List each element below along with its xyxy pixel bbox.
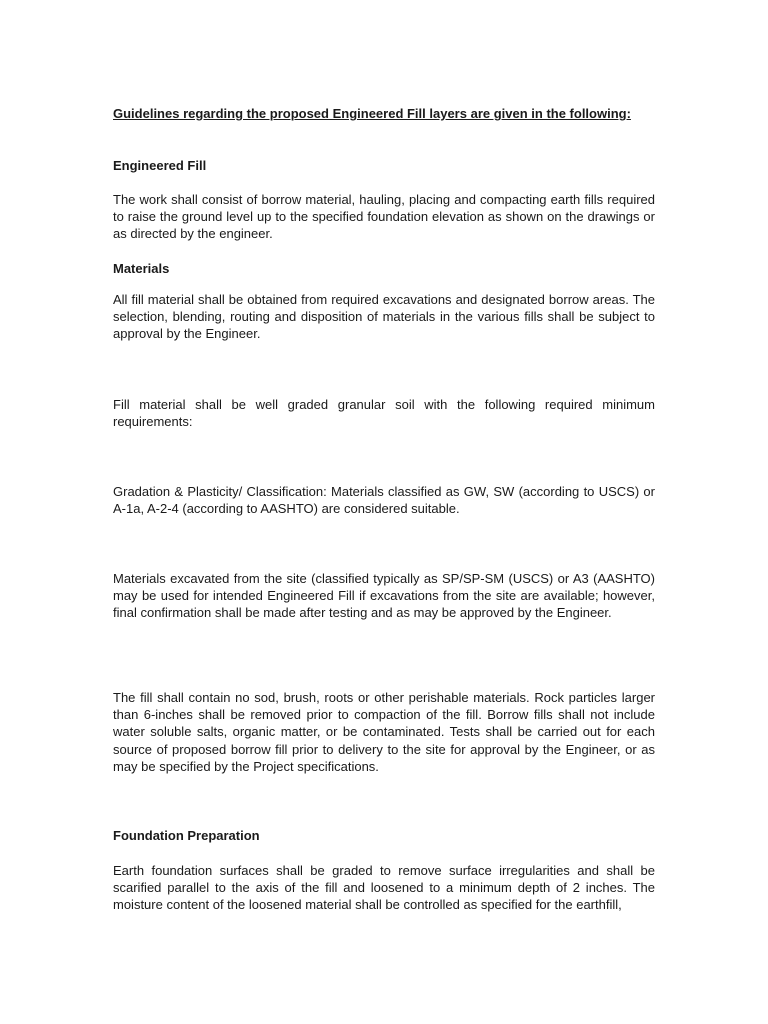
paragraph-materials-4: Materials excavated from the site (classified typically as SP/SP-SM (USCS) or A3 (AASHTO) may be used for intended Engineered Fill if excavations from the site are available; however, final confirmation shall be made after testing and as may be approved by the Engineer.: [113, 571, 655, 621]
paragraph-materials-2: Fill material shall be well graded granular soil with the following required minimum requirements:: [113, 397, 655, 430]
paragraph-materials-5: The fill shall contain no sod, brush, roots or other perishable materials. Rock particles larger than 6-inches shall be removed prior to compaction of the fill. Borrow fills shall not include water soluble salts, organic matter, or be contaminated. Tests shall be carried out for each source of proposed borrow fill prior to delivery to the site for approval by the Engineer, or as may be specified by the Project specifications.: [113, 690, 655, 774]
document-title: Guidelines regarding the proposed Engineered Fill layers are given in the following:: [113, 106, 631, 121]
heading-engineered-fill: Engineered Fill: [113, 158, 207, 173]
paragraph-foundation-preparation: Earth foundation surfaces shall be graded to remove surface irregularities and shall be scarified parallel to the axis of the fill and loosened to a minimum depth of 2 inches. The moisture content of the loosened material shall be controlled as specified for the earthfill,: [113, 863, 655, 913]
paragraph-materials-1: All fill material shall be obtained from required excavations and designated borrow areas. The selection, blending, routing and disposition of materials in the various fills shall be subject to approval by the Engineer.: [113, 292, 655, 342]
heading-foundation-preparation: Foundation Preparation: [113, 828, 260, 843]
heading-materials: Materials: [113, 261, 170, 276]
paragraph-materials-3: Gradation & Plasticity/ Classification: Materials classified as GW, SW (according to USCS) or A-1a, A-2-4 (according to AASHTO) are considered suitable.: [113, 484, 655, 517]
paragraph-engineered-fill: The work shall consist of borrow material, hauling, placing and compacting earth fills required to raise the ground level up to the specified foundation elevation as shown on the drawings or as directed by the engineer.: [113, 192, 655, 242]
